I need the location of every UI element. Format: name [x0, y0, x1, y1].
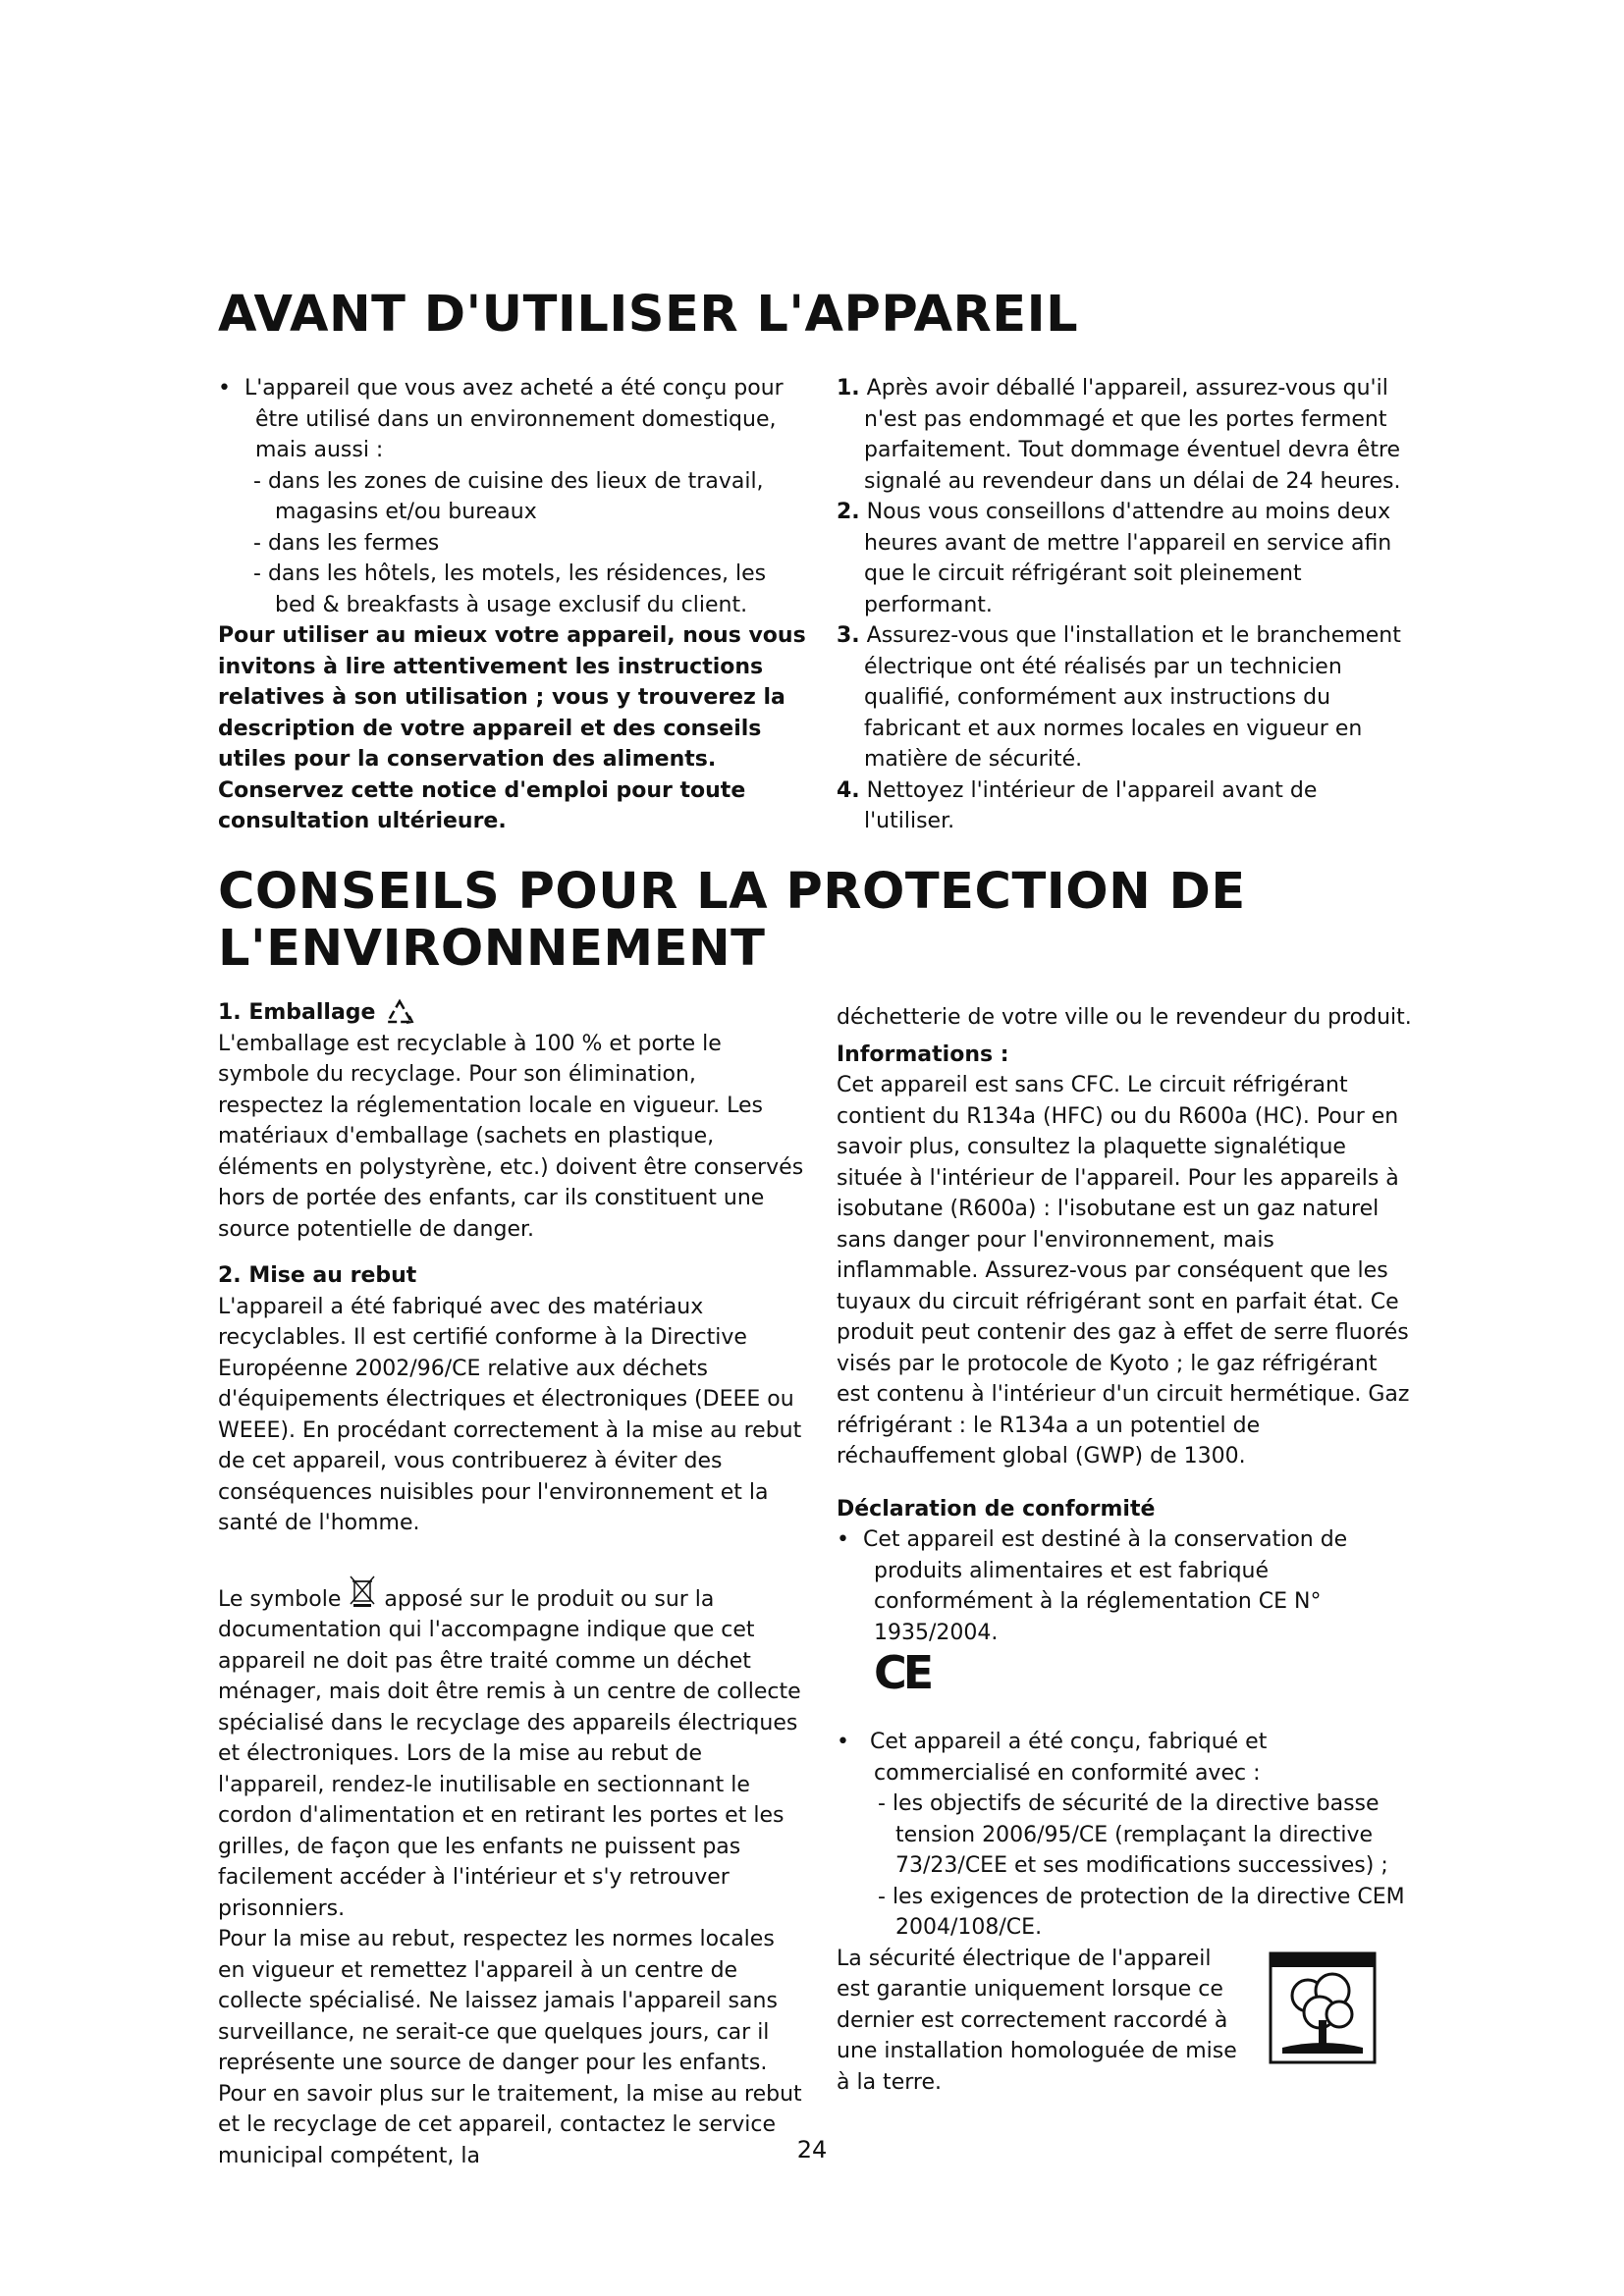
section1-dash-item: - dans les hôtels, les motels, les résidences, les bed & breakfasts à usage exclusif du client.	[253, 561, 767, 617]
section1-bold-advice: Pour utiliser au mieux votre appareil, nous vous invitons à lire attentivement les instructions relatives à son utilisation ; vous y trouverez la description de votre appareil et des conseils utiles pour la conservation des aliments.	[218, 623, 806, 772]
declaration-dash-item: - les exigences de protection de la directive CEM 2004/108/CE.	[878, 1884, 1405, 1940]
section2-title: CONSEILS POUR LA PROTECTION DE L'ENVIRONNEMENT	[218, 863, 1246, 978]
section1-title: AVANT D'UTILISER L'APPAREIL	[218, 286, 1079, 344]
symbole-paragraph: Le symbole apposé sur le produit ou sur la documentation qui l'accompagne indique que cet appareil ne doit pas être traité comme un déchet ménager, mais doit être remis à un centre de collecte spécialisé dans le recyclage des appareils électriques et électroniques. Lors de la mise au rebut de l'appareil, rendez-le inutilisable en sectionnant le cordon d'alimentation et en retirant les portes et les grilles, de façon que les enfants ne puissent pas facilement accéder à l'intérieur et s'y retrouver prisonniers.	[218, 1584, 807, 1925]
emballage-text: L'emballage est recyclable à 100 % et porte le symbole du recyclage. Pour son élimination, respectez la réglementation locale en vigueur. Les matériaux d'emballage (sachets en plastique, éléments en polystyrène, etc.) doivent être conservés hors de portée des enfants, car ils constituent une source potentielle de danger.	[218, 1031, 804, 1242]
section2-right-column	[837, 1002, 1416, 2098]
numbered-item: 2. Nous vous conseillons d'attendre au moins deux heures avant de mettre l'appareil en service afin que le circuit réfrigérant soit pleinement performant.	[837, 500, 1392, 617]
section1-dash-item: - dans les fermes	[253, 530, 440, 556]
page-number: 24	[796, 2136, 828, 2163]
tree-icon	[1269, 1951, 1377, 2064]
numbered-item: 3. Assurez-vous que l'installation et le branchement électrique ont été réalisés par un technicien qualifié, conformément aux instructions du fabricant et aux normes locales en vigueur en matière de sécurité.	[837, 623, 1401, 772]
numbered-item: 1. Après avoir déballé l'appareil, assurez-vous qu'il n'est pas endommagé et que les portes ferment parfaitement. Tout dommage éventuel devra être signalé au revendeur dans un délai de 24 heures.	[837, 376, 1401, 494]
declaration-heading: Déclaration de conformité	[837, 1496, 1156, 1522]
rebut-heading: 2. Mise au rebut	[218, 1263, 417, 1288]
info-heading: Informations :	[837, 1041, 1009, 1067]
numbered-item: 4. Nettoyez l'intérieur de l'appareil avant de l'utiliser.	[837, 777, 1318, 833]
declaration-dash-item: - les objectifs de sécurité de la directive basse tension 2006/95/CE (remplaçant la directive 73/23/CEE et ses modifications successives) ;	[878, 1791, 1388, 1878]
continuation-text: déchetterie de votre ville ou le revendeur du produit.	[837, 1005, 1412, 1030]
section1-bullet: • L'appareil que vous avez acheté a été conçu pour être utilisé dans un environnement domestique, mais aussi :	[218, 376, 784, 462]
emballage-heading: 1. Emballage	[218, 997, 807, 1029]
rebut-text: L'appareil a été fabriqué avec des matériaux recyclables. Il est certifié conforme à la Directive Européenne 2002/96/CE relative aux déchets d'équipements électriques et électroniques (DEEE ou WEEE). En procédant correctement à la mise au rebut de cet appareil, vous contribuerez à éviter des conséquences nuisibles pour l'environnement et la santé de l'homme.	[218, 1294, 802, 1535]
section1-bold-keep-notice: Conservez cette notice d'emploi pour toute consultation ultérieure.	[218, 777, 746, 833]
ce-mark: CE	[874, 1646, 931, 1699]
declaration-bullet: • Cet appareil a été conçu, fabriqué et commercialisé en conformité avec :	[837, 1730, 1268, 1786]
section1-dash-item: - dans les zones de cuisine des lieux de travail, magasins et/ou bureaux	[253, 468, 764, 524]
section1-left-column	[218, 373, 807, 837]
crossed-bin-icon	[348, 1574, 377, 1607]
section2-left-column	[218, 997, 807, 2171]
rebut-text-2: Pour la mise au rebut, respectez les normes locales en vigueur et remettez l'appareil à un centre de collecte spécialisé. Ne laissez jamais l'appareil sans surveillance, ne serait-ce que quelques jours, car il représente une source de danger pour les enfants. Pour en savoir plus sur le traitement, la mise au rebut et le recyclage de cet appareil, contactez le service municipal compétent, la	[218, 1927, 802, 2168]
safety-text: La sécurité électrique de l'appareil est garantie uniquement lorsque ce dernier est correctement raccordé à une installation homologuée de mise à la terre.	[837, 1946, 1237, 2095]
section1-right-column	[837, 373, 1406, 837]
declaration-bullet: • Cet appareil est destiné à la conservation de produits alimentaires et est fabriqué conformément à la réglementation CE N° 1935/2004.	[837, 1527, 1348, 1645]
info-text: Cet appareil est sans CFC. Le circuit réfrigérant contient du R134a (HFC) ou du R600a (HC). Pour en savoir plus, consultez la plaquette signalétique située à l'intérieur de l'appareil. Pour les appareils à isobutane (R600a) : l'isobutane est un gaz naturel sans danger pour l'environnement, mais inflammable. Assurez-vous par conséquent que les tuyaux du circuit réfrigérant sont en parfait état. Ce produit peut contenir des gaz à effet de serre fluorés visés par le protocole de Kyoto ; le gaz réfrigérant est contenu à l'intérieur d'un circuit hermétique. Gaz réfrigérant : le R134a a un potentiel de réchauffement global (GWP) de 1300.	[837, 1073, 1410, 1468]
recycle-icon	[383, 998, 416, 1028]
